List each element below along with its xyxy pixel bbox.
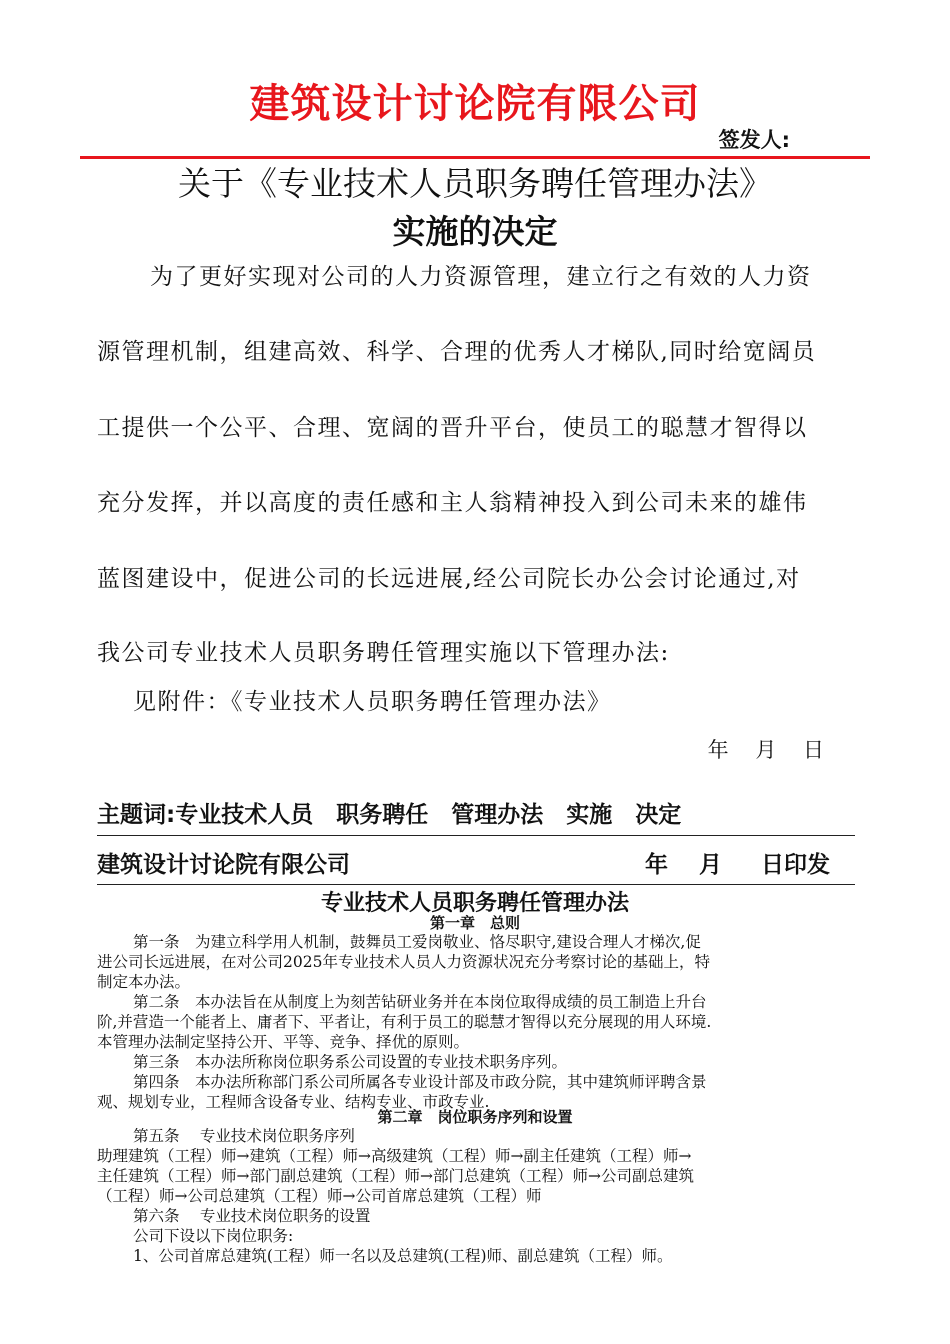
article-line: （工程）师→公司总建筑（工程）师→公司首席总建筑（工程）师 [97, 1187, 542, 1205]
article-line: 助理建筑（工程）师→建筑（工程）师→高级建筑（工程）师→副主任建筑（工程）师→ [97, 1147, 692, 1165]
signer-label: 签发人: [718, 128, 790, 152]
document-title: 关于《专业技术人员职务聘任管理办法》 [178, 164, 772, 203]
body-line: 工提供一个公平、合理、宽阔的晋升平台，使员工的聪慧才智得以 [97, 415, 808, 441]
article-line: 第四条 本办法所称部门系公司所属各专业设计部及市政分院，其中建筑师评聘含景 [133, 1073, 707, 1091]
chapter-heading: 第二章 岗位职务序列和设置 [377, 1108, 573, 1126]
divider-bottom [97, 884, 855, 885]
article-line: 制定本办法。 [97, 973, 191, 991]
article-line: 进公司长远进展，在对公司2025年专业技术人员人力资源状况充分考察讨论的基础上，特 [97, 953, 710, 971]
article-line: 1、公司首席总建筑(工程）师一名以及总建筑(工程)师、副总建筑（工程）师。 [133, 1247, 673, 1265]
attachment-reference: 见附件：《专业技术人员职务聘任管理办法》 [133, 689, 612, 715]
body-line: 为了更好实现对公司的人力资源管理，建立行之有效的人力资 [150, 264, 812, 290]
article-line: 第一条 为建立科学用人机制，鼓舞员工爱岗敬业、恪尽职守,建设合理人才梯次,促 [133, 933, 701, 951]
subject-keywords: 主题词:专业技术人员 职务聘任 管理办法 实施 决定 [97, 802, 682, 828]
body-line: 源管理机制，组建高效、科学、合理的优秀人才梯队,同时给宽阔员 [97, 339, 817, 365]
body-line: 我公司专业技术人员职务聘任管理实施以下管理办法: [97, 640, 670, 666]
company-header: 建筑设计讨论院有限公司 [249, 81, 701, 127]
article-line: 第二条 本办法旨在从制度上为刻苦钻研业务并在本岗位取得成绩的员工制造上升台 [133, 993, 707, 1011]
article-line: 公司下设以下岗位职务: [133, 1227, 294, 1245]
issuer-name: 建筑设计讨论院有限公司 [97, 852, 350, 878]
document-title-line2: 实施的决定 [392, 212, 558, 251]
article-line: 第六条 专业技术岗位职务的设置 [133, 1207, 371, 1225]
article-line: 第五条 专业技术岗位职务序列 [133, 1127, 355, 1145]
article-line: 观、规划专业，工程师含设备专业、结构专业、市政专业. [97, 1093, 490, 1111]
chapter-heading: 第一章 总则 [429, 914, 520, 932]
issue-date: 年 月 日印发 [645, 852, 831, 878]
divider-top [97, 835, 855, 836]
signature-date: 年 月 日 [707, 738, 834, 762]
article-line: 主任建筑（工程）师→部门副总建筑（工程）师→部门总建筑（工程）师→公司副总建筑 [97, 1167, 694, 1185]
article-line: 第三条 本办法所称岗位职务系公司设置的专业技术职务序列。 [133, 1053, 568, 1071]
attachment-title: 专业技术人员职务聘任管理办法 [320, 891, 629, 916]
article-line: 阶,并营造一个能者上、庸者下、平者让，有利于员工的聪慧才智得以充分展现的用人环境. [97, 1013, 712, 1031]
body-line: 蓝图建设中，促进公司的长远进展,经公司院长办公会讨论通过,对 [97, 566, 801, 592]
body-line: 充分发挥，并以高度的责任感和主人翁精神投入到公司未来的雄伟 [97, 490, 808, 516]
article-line: 本管理办法制定坚持公开、平等、竞争、择优的原则。 [97, 1033, 470, 1051]
